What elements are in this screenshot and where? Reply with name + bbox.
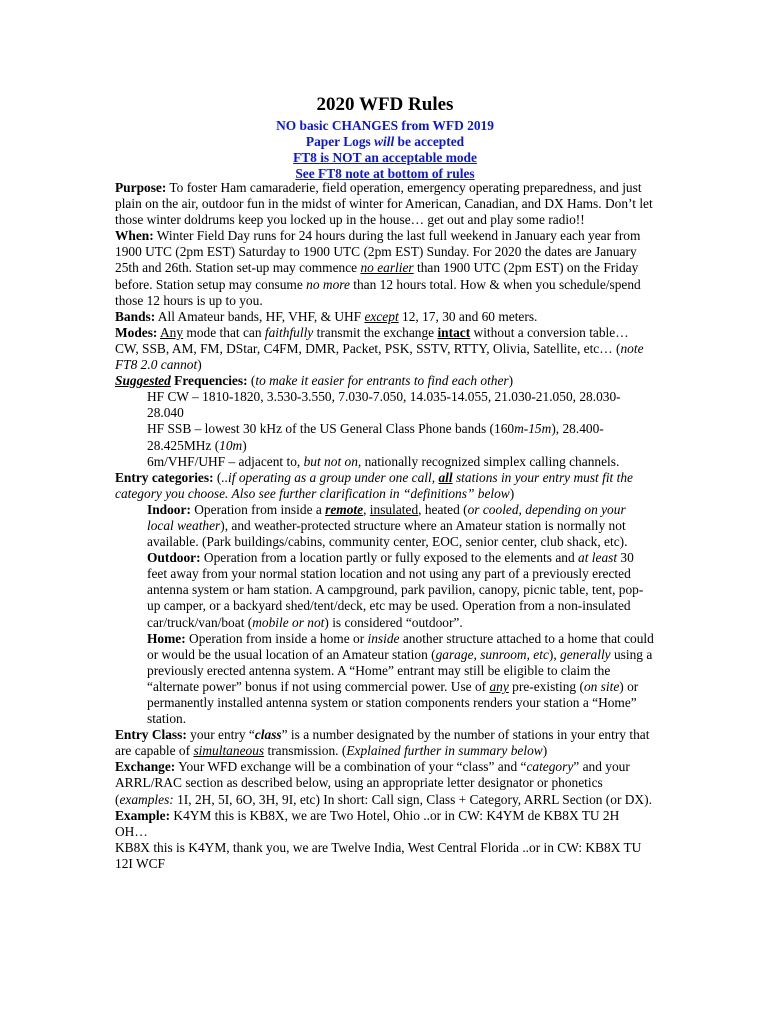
when-text-1: Winter Field Day runs for 24 hours during the last full weekend in January each year from 1900 UTC (2pm EST) Saturday to 1900 UTC (2pm EST) Sunday. For 2020 the dates are January 25th and 26th. Station set-up may commence (115, 228, 641, 276)
categories-text-1: ( (213, 469, 222, 485)
frequencies-text-1: ( (247, 373, 256, 389)
entry-class-text-3: transmission. ( (264, 743, 347, 759)
indoor-remote: remote (325, 501, 364, 517)
rules-body (115, 180, 655, 872)
purpose-paragraph (115, 180, 655, 228)
modes-text-2: transmit the exchange (313, 324, 438, 340)
notice-no-changes: NO basic CHANGES from WFD 2019 (276, 118, 494, 133)
indoor-insulated: insulated (369, 501, 419, 517)
home-on-site: on site (583, 678, 620, 694)
exchange-paragraph (115, 759, 655, 807)
entry-class-simultaneous: simultaneous (193, 743, 265, 759)
entry-class-text-1: your entry “ (186, 727, 255, 743)
example-paragraph (115, 808, 655, 840)
when-text-3: than 12 hours total. How & when you schedule/spend those 12 hours is up to you. (115, 276, 641, 308)
ssb-text-3: ), 28.400-28.425MHz ( (147, 421, 604, 453)
when-no-earlier: no earlier (360, 260, 414, 276)
frequencies-label: Frequencies: (170, 373, 248, 389)
bands-text-1: All Amateur bands, HF, VHF, & UHF (155, 308, 365, 324)
modes-intact: intact (437, 324, 471, 340)
modes-text-1: mode that can (183, 324, 265, 340)
category-indoor (115, 502, 655, 550)
when-label: When: (115, 228, 154, 244)
example-label: Example: (115, 807, 171, 823)
entry-class-paragraph (115, 727, 655, 759)
modes-ft8-note: note FT8 2.0 cannot (115, 340, 644, 373)
vhf-but-not-on: but not on, (303, 453, 362, 469)
categories-label: Entry categories: (115, 469, 214, 485)
frequency-hf-ssb (115, 421, 655, 453)
modes-text-4: ) (197, 357, 202, 373)
entry-class-class: class (254, 727, 282, 743)
frequencies-paragraph (115, 373, 655, 389)
entry-class-text-2: ” is a number designated by the number of stations in your entry that are capable of (115, 727, 650, 759)
indoor-text-2: , (363, 501, 370, 517)
bands-paragraph (115, 309, 655, 325)
home-any: any (489, 678, 509, 694)
notice-ft8-not-acceptable[interactable] (0, 150, 770, 166)
home-text-3: ), (548, 646, 561, 662)
example-text-1: K4YM this is KB8X, we are Two Hotel, Ohio ..or in CW: K4YM de KB8X TU 2H OH… (115, 807, 620, 839)
bands-text-2: 12, 17, 30 and 60 meters. (398, 308, 538, 324)
outdoor-text-3: ) is considered “outdoor”. (324, 614, 463, 630)
ft8-not-acceptable-link[interactable]: FT8 is NOT an acceptable mode (293, 150, 477, 165)
modes-text-3: without a conversion table… CW, SSB, AM, FM, DStar, C4FM, DMR, Packet, PSK, SSTV, RTTY, Olivia, Satellite, etc… ( (115, 324, 629, 356)
home-generally: generally (560, 646, 611, 662)
example-reply: KB8X this is K4YM, thank you, we are Twelve India, West Central Florida ..or in CW: KB8X TU 12I WCF (115, 839, 642, 871)
outdoor-label: Outdoor: (147, 550, 201, 566)
ft8-note-link[interactable]: See FT8 note at bottom of rules (295, 166, 475, 181)
modes-any: Any (160, 324, 184, 340)
bands-label: Bands: (115, 308, 156, 324)
categories-note-1: ..if operating as a group under one call, (221, 469, 439, 485)
exchange-examples: examples: (119, 791, 174, 807)
vhf-text-3: nationally recognized simplex calling channels. (361, 453, 620, 469)
notice-paper-logs-will: will (374, 134, 395, 149)
entry-class-text-4: ) (542, 743, 548, 759)
outdoor-text-1: Operation from a location partly or fully exposed to the elements and (200, 550, 579, 566)
indoor-text-3: , heated ( (418, 501, 468, 517)
home-inside: inside (367, 630, 400, 646)
when-paragraph (115, 228, 655, 308)
home-text-1: Operation from inside a home or (185, 630, 368, 646)
ssb-range: m-15m (514, 421, 552, 437)
frequency-vhf-uhf (115, 454, 655, 470)
outdoor-mobile: mobile or not (252, 614, 325, 630)
home-text-4: using a previously erected antenna system. A “Home” entrant may still be eligible to claim the “alternate power” bonus if not using commercial power. Use of (147, 646, 653, 694)
notice-paper-logs (0, 134, 770, 150)
categories-paragraph (115, 470, 655, 502)
page-title: 2020 WFD Rules (316, 94, 454, 115)
indoor-label: Indoor: (147, 501, 191, 517)
ssb-text-1: HF SSB – lowest 30 kHz of the US General Class Phone bands (160 (147, 421, 515, 437)
frequency-hf-cw: HF CW – 1810-1820, 3.530-3.550, 7.030-7.050, 14.035-14.055, 21.030-21.050, 28.030-28.040 (147, 389, 621, 421)
modes-label: Modes: (115, 324, 158, 340)
purpose-text: To foster Ham camaraderie, field operation, emergency operating preparedness, and just plain on the air, outdoor fun in the midst of winter for American, Canadian, and DX Hams. Don’t let those winter doldrums keep you locked up in the house… get out and play some radio!! (115, 180, 653, 228)
category-outdoor (115, 550, 655, 630)
frequencies-note: to make it easier for entrants to find each other (255, 373, 509, 389)
home-examples: garage, sunroom, etc (435, 646, 549, 662)
home-label: Home: (147, 630, 186, 646)
entry-class-label: Entry Class: (115, 727, 187, 743)
notice-paper-logs-c: be accepted (394, 134, 465, 149)
when-no-more: no more (306, 276, 350, 292)
indoor-text-1: Operation from inside a (190, 501, 326, 517)
outdoor-text-2: 30 feet away from your normal station location and not using any part of a previously erected antenna system or ham station. A campground, park pavilion, canopy, picnic table, tent, pop-up camper, or a backyard shed/tent/deck, etc may be used. Operation from a non-insulated car/truck/van/boat ( (147, 550, 644, 630)
notice-paper-logs-a: Paper Logs (305, 134, 375, 149)
indoor-note: or cooled, depending on your local weather (147, 501, 626, 533)
frequencies-suggested: Suggested (115, 373, 171, 389)
exchange-text-1: Your WFD exchange will be a combination of your “class” and “ (175, 759, 527, 775)
modes-paragraph (115, 325, 655, 373)
purpose-label: Purpose: (115, 180, 167, 195)
frequencies-text-2: ) (508, 373, 514, 389)
bands-except: except (364, 308, 399, 324)
category-home (115, 631, 655, 728)
exchange-category: category (526, 759, 574, 775)
home-text-6: ) or permanently installed antenna system or station components renders your station a “Home” station. (147, 678, 639, 727)
categories-text-2: ) (509, 485, 515, 501)
ssb-10m: 10m (219, 437, 243, 453)
ssb-text-5: ) (242, 437, 247, 453)
home-text-5: pre-existing ( (508, 678, 584, 694)
home-text-2: another structure attached to a home that could or would be the usual location of an Amateur station ( (147, 630, 654, 662)
when-text-2: than 1900 UTC (2pm EST) on the Friday before. Station setup may consume (115, 260, 639, 292)
exchange-text-2: ” and your ARRL/RAC section as described below, using an appropriate letter designator or phonetics ( (115, 759, 630, 807)
indoor-text-4: ), and weather-protected structure where an Amateur station is normally not available. (Park buildings/cabins, community center, EOC, senior center, club shack, etc). (147, 517, 628, 550)
exchange-text-3: 1I, 2H, 5I, 6O, 3H, 9I, etc) In short: Call sign, Class + Category, ARRL Section (or DX). (173, 791, 652, 807)
exchange-label: Exchange: (115, 759, 176, 775)
entry-class-note: Explained further in summary below (346, 743, 543, 759)
categories-all: all (438, 469, 453, 485)
categories-note-2: stations in your entry must fit the category you choose. Also see further clarification in “definitions” below (115, 469, 633, 501)
modes-faithfully: faithfully (264, 324, 314, 340)
outdoor-at-least: at least (578, 550, 618, 566)
vhf-text-1: 6m/VHF/UHF – adjacent to, (147, 453, 304, 469)
